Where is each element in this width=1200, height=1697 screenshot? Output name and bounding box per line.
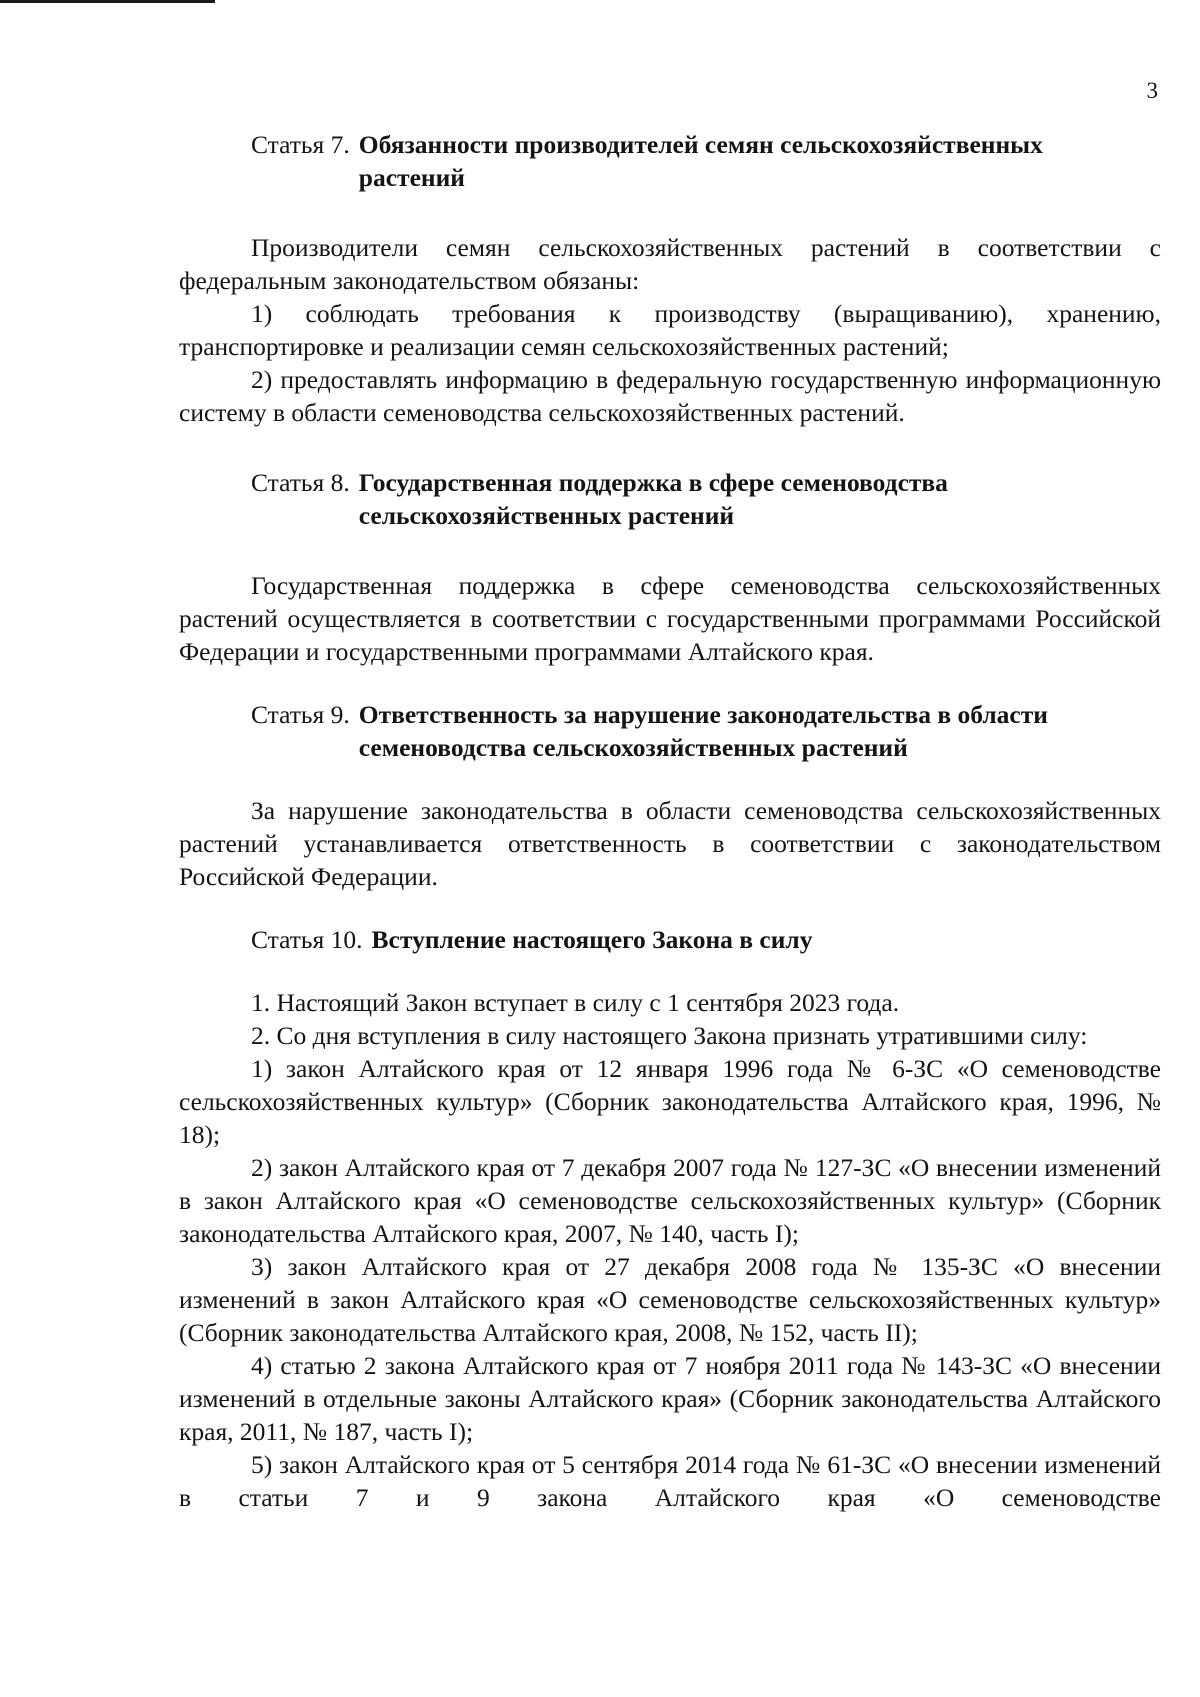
article-10-subitem-1: 1) закон Алтайского края от 12 января 1996 года № 6-ЗС «О семеноводстве сельскохозяйственных культур» (Сборник законодательства Алтайского края, 1996, № 18);: [179, 1054, 1161, 1149]
article-9-title-line-2: семеноводства сельскохозяйственных растений: [358, 733, 908, 762]
article-7-number: Статья 7.: [251, 130, 350, 159]
article-10-title: Вступление настоящего Закона в силу: [371, 925, 813, 954]
article-9-title: [359, 698, 1048, 764]
article-10-subitem-4: 4) статью 2 закона Алтайского края от 7 ноября 2011 года № 143-ЗС «О внесении изменений в отдельные законы Алтайского края» (Сборник законодательства Алтайского края, 2011, № 187, часть I);: [179, 1351, 1161, 1446]
article-10-number: Статья 10.: [251, 925, 363, 954]
article-10-subitem-3: 3) закон Алтайского края от 27 декабря 2008 года № 135-ЗС «О внесении изменений в закон Алтайского края «О семеноводстве сельскохозяйственных культур» (Сборник законодательства Алтайского края, 2008, № 152, часть II);: [179, 1252, 1161, 1347]
article-10-paragraph-2: 2. Со дня вступления в силу настоящего Закона признать утратившими силу:: [251, 1021, 1088, 1050]
article-7-title-line-1: Обязанности производителей семян сельскохозяйственных: [358, 130, 1043, 159]
article-7-item-2: 2) предоставлять информацию в федеральную государственную информационную систему в области семеноводства сельскохозяйственных растений.: [179, 365, 1161, 427]
article-9-number: Статья 9.: [251, 700, 350, 729]
article-8-text: Государственная поддержка в сфере семеноводства сельскохозяйственных растений осуществляется в соответствии с государственными программами Российской Федерации и государственными программами Алтайского края.: [179, 571, 1161, 666]
article-9-text: За нарушение законодательства в области семеноводства сельскохозяйственных растений устанавливается ответственность в соответствии с законодательством Российской Федерации.: [179, 796, 1161, 891]
scan-edge-line: [0, 0, 215, 3]
article-10-subitem-2: 2) закон Алтайского края от 7 декабря 2007 года № 127-ЗС «О внесении изменений в закон Алтайского края «О семеноводстве сельскохозяйственных культур» (Сборник законодательства Алтайского края, 2007, № 140, часть I);: [179, 1153, 1161, 1248]
article-7-heading: [251, 128, 1161, 194]
article-9-title-line-1: Ответственность за нарушение законодательства в области: [358, 700, 1048, 729]
page-number: 3: [1146, 78, 1158, 103]
article-7-title: [359, 128, 1043, 194]
article-8-title-line-1: Государственная поддержка в сфере семеноводства: [358, 468, 948, 497]
article-8-title-line-2: сельскохозяйственных растений: [358, 501, 735, 530]
article-10-paragraph-1: 1. Настоящий Закон вступает в силу с 1 сентября 2023 года.: [251, 988, 900, 1017]
article-8-number: Статья 8.: [251, 468, 350, 497]
article-9-heading: [251, 698, 1161, 764]
article-7-title-line-2: растений: [358, 163, 465, 192]
article-7-item-1: 1) соблюдать требования к производству (выращиванию), хранению, транспортировке и реализации семян сельскохозяйственных растений;: [179, 299, 1161, 361]
article-7-intro: Производители семян сельскохозяйственных растений в соответствии с федеральным законодательством обязаны:: [179, 233, 1161, 295]
document-body: [179, 128, 1161, 1514]
article-10-heading: [251, 923, 1161, 956]
article-8-heading: [251, 466, 1161, 532]
article-8-title: [359, 466, 948, 532]
article-10-subitem-5: 5) закон Алтайского края от 5 сентября 2014 года № 61-ЗС «О внесении изменений в статьи 7 и 9 закона Алтайского края «О семеноводстве: [179, 1450, 1161, 1512]
